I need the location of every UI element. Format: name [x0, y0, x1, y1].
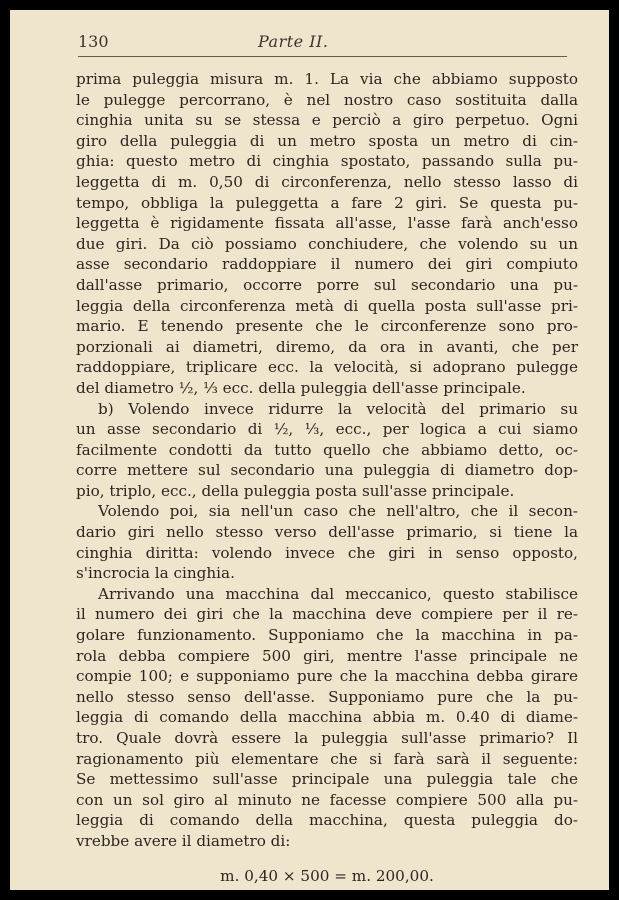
- running-head: Parte II.: [258, 32, 329, 51]
- text-line: leggia di comando della macchina abbia m. 0.40 di diame-: [76, 708, 578, 727]
- text-line: pio, triplo, ecc., della puleggia posta sull'asse principale.: [76, 481, 515, 500]
- text-line: un asse secondario di ½, ⅓, ecc., per logica a cui siamo: [76, 420, 578, 439]
- text-line: leggia della circonferenza metà di quella posta sull'asse pri-: [76, 296, 578, 315]
- text-line: mario. E tenendo presente che le circonferenze sono pro-: [76, 317, 578, 336]
- text-line: dall'asse primario, occorre porre sul secondario una pu-: [76, 275, 578, 294]
- text-line: asse secondario raddoppiare il numero dei giri compiuto: [76, 255, 578, 274]
- text-line: ghia: questo metro di cinghia spostato, passando sulla pu-: [76, 152, 578, 171]
- text-line: cinghia diritta: volendo invece che giri in senso opposto,: [76, 543, 578, 562]
- text-line: leggetta di m. 0,50 di circonferenza, nello stesso lasso di: [76, 172, 578, 191]
- text-line: Se mettessimo sull'asse principale una puleggia tale che: [76, 770, 578, 789]
- text-line: porzionali ai diametri, diremo, da ora in avanti, che per: [76, 337, 578, 356]
- page: [10, 10, 609, 890]
- text-line: le pulegge percorrano, è nel nostro caso sostituita dalla: [76, 90, 578, 109]
- text-line: tro. Quale dovrà essere la puleggia sull'asse primario? Il: [76, 729, 578, 747]
- text-line: golare funzionamento. Supponiamo che la macchina in pa-: [76, 626, 578, 645]
- text-line: leggia di comando della macchina, questa puleggia do-: [76, 811, 578, 830]
- text-line: Volendo poi, sia nell'un caso che nell'altro, che il secon-: [98, 502, 578, 521]
- text-line: prima puleggia misura m. 1. La via che abbiamo supposto: [76, 70, 578, 88]
- text-line: giro della puleggia di un metro sposta un metro di cin-: [76, 131, 578, 150]
- text-line: due giri. Da ciò possiamo conchiudere, che volendo su un: [76, 234, 578, 253]
- text-line: dario giri nello stesso verso dell'asse primario, si tiene la: [76, 523, 578, 542]
- formula: m. 0,40 × 500 = m. 200,00.: [220, 866, 434, 885]
- text-line: tempo, obbliga la puleggetta a fare 2 giri. Se questa pu-: [76, 193, 578, 212]
- text-line: leggetta è rigidamente fissata all'asse, l'asse farà anch'esso: [76, 214, 578, 233]
- text-line: vrebbe avere il diametro di:: [76, 831, 291, 850]
- text-line: facilmente condotti da tutto quello che abbiamo detto, oc-: [76, 440, 578, 459]
- text-line: b) Volendo invece ridurre la velocità del primario su: [98, 399, 578, 418]
- text-line: rola debba compiere 500 giri, mentre l'asse principale ne: [76, 646, 578, 665]
- body-text: [76, 69, 578, 886]
- text-line: s'incrocia la cinghia.: [76, 564, 235, 583]
- text-line: nello stesso senso dell'asse. Supponiamo pure che la pu-: [76, 687, 578, 706]
- text-line: con un sol giro al minuto ne facesse compiere 500 alla pu-: [76, 790, 578, 809]
- page-header: [78, 28, 567, 57]
- text-line: del diametro ½, ⅓ ecc. della puleggia dell'asse principale.: [76, 378, 526, 397]
- text-line: Arrivando una macchina dal meccanico, questo stabilisce: [98, 584, 578, 603]
- text-line: raddoppiare, triplicare ecc. la velocità, si adoprano pulegge: [76, 358, 578, 377]
- page-number: 130: [78, 32, 109, 51]
- text-line: compie 100; e supponiamo pure che la macchina debba girare: [76, 667, 578, 686]
- text-line: corre mettere sul secondario una puleggia di diametro dop-: [76, 461, 578, 480]
- text-line: ragionamento più elementare che si farà sarà il seguente:: [76, 749, 578, 768]
- text-line: cinghia unita su se stessa e perciò a giro perpetuo. Ogni: [76, 111, 578, 130]
- text-line: il numero dei giri che la macchina deve compiere per il re-: [76, 605, 578, 624]
